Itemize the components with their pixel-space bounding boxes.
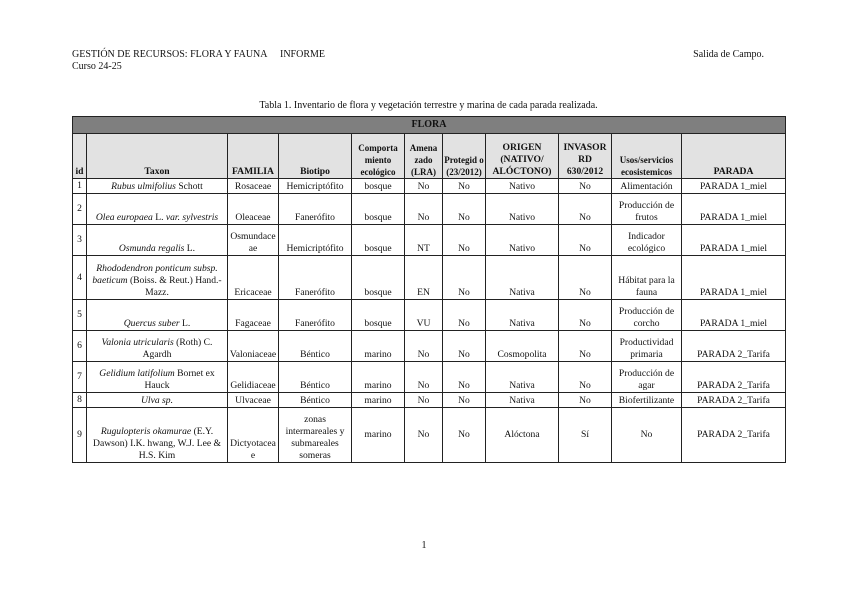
taxon-authority: L. — [179, 318, 191, 329]
cell-protegido: No — [443, 362, 486, 393]
taxon-authority: (E.Y. Dawson) I.K. hwang, W.J. Lee & H.S. Kim — [93, 426, 221, 461]
cell-taxon — [87, 225, 228, 256]
table-row — [73, 300, 786, 331]
cell-amenazado: No — [405, 362, 443, 393]
cell-biotipo: Fanerófito — [279, 300, 352, 331]
taxon-authority: L. — [184, 243, 196, 254]
cell-invasor: No — [559, 194, 612, 225]
taxon-scientific-name: Valonia utricularis — [101, 337, 174, 348]
cell-protegido: No — [443, 331, 486, 362]
cell-origen: Nativa — [486, 256, 559, 300]
taxon-scientific-name: Rubus ulmifolius — [111, 181, 176, 192]
cell-protegido: No — [443, 194, 486, 225]
cell-parada: PARADA 1_miel — [682, 194, 786, 225]
cell-invasor: No — [559, 225, 612, 256]
taxon-authority: Bornet ex Hauck — [144, 368, 215, 391]
taxon-authority: Schott — [175, 181, 203, 192]
col-biotipo: Biotipo — [279, 134, 352, 179]
cell-origen: Nativo — [486, 179, 559, 194]
table-row — [73, 256, 786, 300]
cell-usos: Biofertilizante — [612, 393, 682, 408]
cell-comportamiento: bosque — [352, 256, 405, 300]
cell-id: 8 — [73, 393, 87, 408]
cell-usos: Alimentación — [612, 179, 682, 194]
col-id: id — [73, 134, 87, 179]
cell-id: 4 — [73, 256, 87, 300]
cell-parada: PARADA 2_Tarifa — [682, 362, 786, 393]
cell-biotipo: Béntico — [279, 331, 352, 362]
cell-taxon — [87, 179, 228, 194]
cell-id: 1 — [73, 179, 87, 194]
page-number: 1 — [421, 540, 427, 551]
cell-id: 5 — [73, 300, 87, 331]
taxon-scientific-name: Rugulopteris okamurae — [100, 426, 192, 437]
cell-origen: Nativa — [486, 393, 559, 408]
table-row — [73, 179, 786, 194]
taxon-variety: var. sylvestris — [165, 212, 219, 223]
taxon-scientific-name: Rhododendron ponticum subsp. baeticum — [92, 263, 218, 286]
cell-amenazado: No — [405, 408, 443, 463]
col-familia: FAMILIA — [228, 134, 279, 179]
cell-comportamiento: marino — [352, 408, 405, 463]
cell-familia: Ulvaceae — [228, 393, 279, 408]
cell-invasor: No — [559, 331, 612, 362]
cell-id: 3 — [73, 225, 87, 256]
cell-invasor: No — [559, 256, 612, 300]
cell-id: 9 — [73, 408, 87, 463]
taxon-scientific-name: Olea europaea — [95, 212, 153, 223]
cell-id: 7 — [73, 362, 87, 393]
cell-amenazado: No — [405, 331, 443, 362]
cell-origen: Nativo — [486, 194, 559, 225]
col-parada: PARADA — [682, 134, 786, 179]
cell-amenazado: No — [405, 393, 443, 408]
cell-biotipo: Béntico — [279, 362, 352, 393]
col-usos: Usos/servicios ecosistemicos — [612, 134, 682, 179]
taxon-scientific-name: Gelidium latifolium — [99, 368, 175, 379]
cell-origen: Nativo — [486, 225, 559, 256]
cell-usos: Hábitat para la fauna — [612, 256, 682, 300]
header-report: INFORME — [279, 49, 325, 60]
cell-usos: Producción de corcho — [612, 300, 682, 331]
cell-parada: PARADA 1_miel — [682, 300, 786, 331]
cell-biotipo: Hemicriptófito — [279, 179, 352, 194]
cell-origen: Nativa — [486, 362, 559, 393]
col-comportamiento: Comporta miento ecológico — [352, 134, 405, 179]
cell-invasor: Sí — [559, 408, 612, 463]
taxon-scientific-name: Ulva sp. — [141, 395, 173, 406]
cell-protegido: No — [443, 225, 486, 256]
cell-invasor: No — [559, 393, 612, 408]
cell-invasor: No — [559, 179, 612, 194]
cell-familia: Valoniaceae — [228, 331, 279, 362]
cell-familia: Rosaceae — [228, 179, 279, 194]
cell-familia: Dictyotaceae — [228, 408, 279, 463]
cell-parada: PARADA 1_miel — [682, 179, 786, 194]
table-row — [73, 194, 786, 225]
cell-familia: Fagaceae — [228, 300, 279, 331]
cell-taxon — [87, 331, 228, 362]
cell-biotipo: Béntico — [279, 393, 352, 408]
cell-comportamiento: marino — [352, 362, 405, 393]
cell-taxon — [87, 362, 228, 393]
table-row — [73, 225, 786, 256]
table-caption: Tabla 1. Inventario de flora y vegetación terrestre y marina de cada parada realizada. — [259, 100, 598, 111]
cell-biotipo: Fanerófito — [279, 194, 352, 225]
cell-biotipo: Fanerófito — [279, 256, 352, 300]
cell-usos: Producción de agar — [612, 362, 682, 393]
cell-comportamiento: bosque — [352, 225, 405, 256]
cell-id: 2 — [73, 194, 87, 225]
cell-taxon — [87, 408, 228, 463]
cell-protegido: No — [443, 393, 486, 408]
cell-familia: Oleaceae — [228, 194, 279, 225]
cell-amenazado: No — [405, 179, 443, 194]
cell-taxon — [87, 300, 228, 331]
taxon-scientific-name: Osmunda regalis — [118, 243, 185, 254]
cell-parada: PARADA 2_Tarifa — [682, 331, 786, 362]
cell-usos: Productividad primaria — [612, 331, 682, 362]
cell-protegido: No — [443, 300, 486, 331]
document-header-left — [72, 49, 325, 73]
cell-taxon — [87, 393, 228, 408]
cell-usos: Producción de frutos — [612, 194, 682, 225]
cell-familia: Osmundaceae — [228, 225, 279, 256]
table-row — [73, 362, 786, 393]
cell-parada: PARADA 2_Tarifa — [682, 393, 786, 408]
cell-usos: Indicador ecológico — [612, 225, 682, 256]
header-title: GESTIÓN DE RECURSOS: FLORA Y FAUNA — [72, 49, 268, 60]
cell-taxon — [87, 194, 228, 225]
col-amenazado: Amena zado (LRA) — [405, 134, 443, 179]
cell-comportamiento: bosque — [352, 300, 405, 331]
cell-origen: Cosmopolita — [486, 331, 559, 362]
cell-protegido: No — [443, 256, 486, 300]
col-invasor: INVASOR RD 630/2012 — [559, 134, 612, 179]
table-row — [73, 408, 786, 463]
cell-protegido: No — [443, 179, 486, 194]
cell-invasor: No — [559, 362, 612, 393]
cell-amenazado: EN — [405, 256, 443, 300]
cell-amenazado: NT — [405, 225, 443, 256]
cell-comportamiento: marino — [352, 331, 405, 362]
table-row — [73, 393, 786, 408]
table-row — [73, 331, 786, 362]
cell-usos: No — [612, 408, 682, 463]
flora-table — [72, 116, 786, 463]
cell-origen: Alóctona — [486, 408, 559, 463]
cell-id: 6 — [73, 331, 87, 362]
cell-protegido: No — [443, 408, 486, 463]
cell-familia: Gelidiaceae — [228, 362, 279, 393]
cell-comportamiento: bosque — [352, 179, 405, 194]
cell-amenazado: No — [405, 194, 443, 225]
cell-amenazado: VU — [405, 300, 443, 331]
header-course: Curso 24-25 — [72, 61, 122, 72]
cell-taxon — [87, 256, 228, 300]
taxon-scientific-name: Quercus suber — [123, 318, 180, 329]
col-origen: ORIGEN (NATIVO/ ALÓCTONO) — [486, 134, 559, 179]
cell-biotipo: zonas intermareales y submareales someras — [279, 408, 352, 463]
cell-invasor: No — [559, 300, 612, 331]
cell-origen: Nativa — [486, 300, 559, 331]
col-protegido: Protegid o (23/2012) — [443, 134, 486, 179]
cell-familia: Ericaceae — [228, 256, 279, 300]
cell-comportamiento: marino — [352, 393, 405, 408]
cell-comportamiento: bosque — [352, 194, 405, 225]
cell-parada: PARADA 1_miel — [682, 225, 786, 256]
header-right: Salida de Campo. — [693, 49, 764, 60]
taxon-authority: L. — [152, 212, 166, 223]
section-title: FLORA — [73, 117, 786, 134]
cell-parada: PARADA 2_Tarifa — [682, 408, 786, 463]
taxon-authority: (Boiss. & Reut.) Hand.-Mazz. — [127, 275, 222, 298]
col-taxon: Taxon — [87, 134, 228, 179]
cell-biotipo: Hemicriptófito — [279, 225, 352, 256]
cell-parada: PARADA 1_miel — [682, 256, 786, 300]
taxon-authority: (Roth) C. Agardh — [142, 337, 213, 360]
